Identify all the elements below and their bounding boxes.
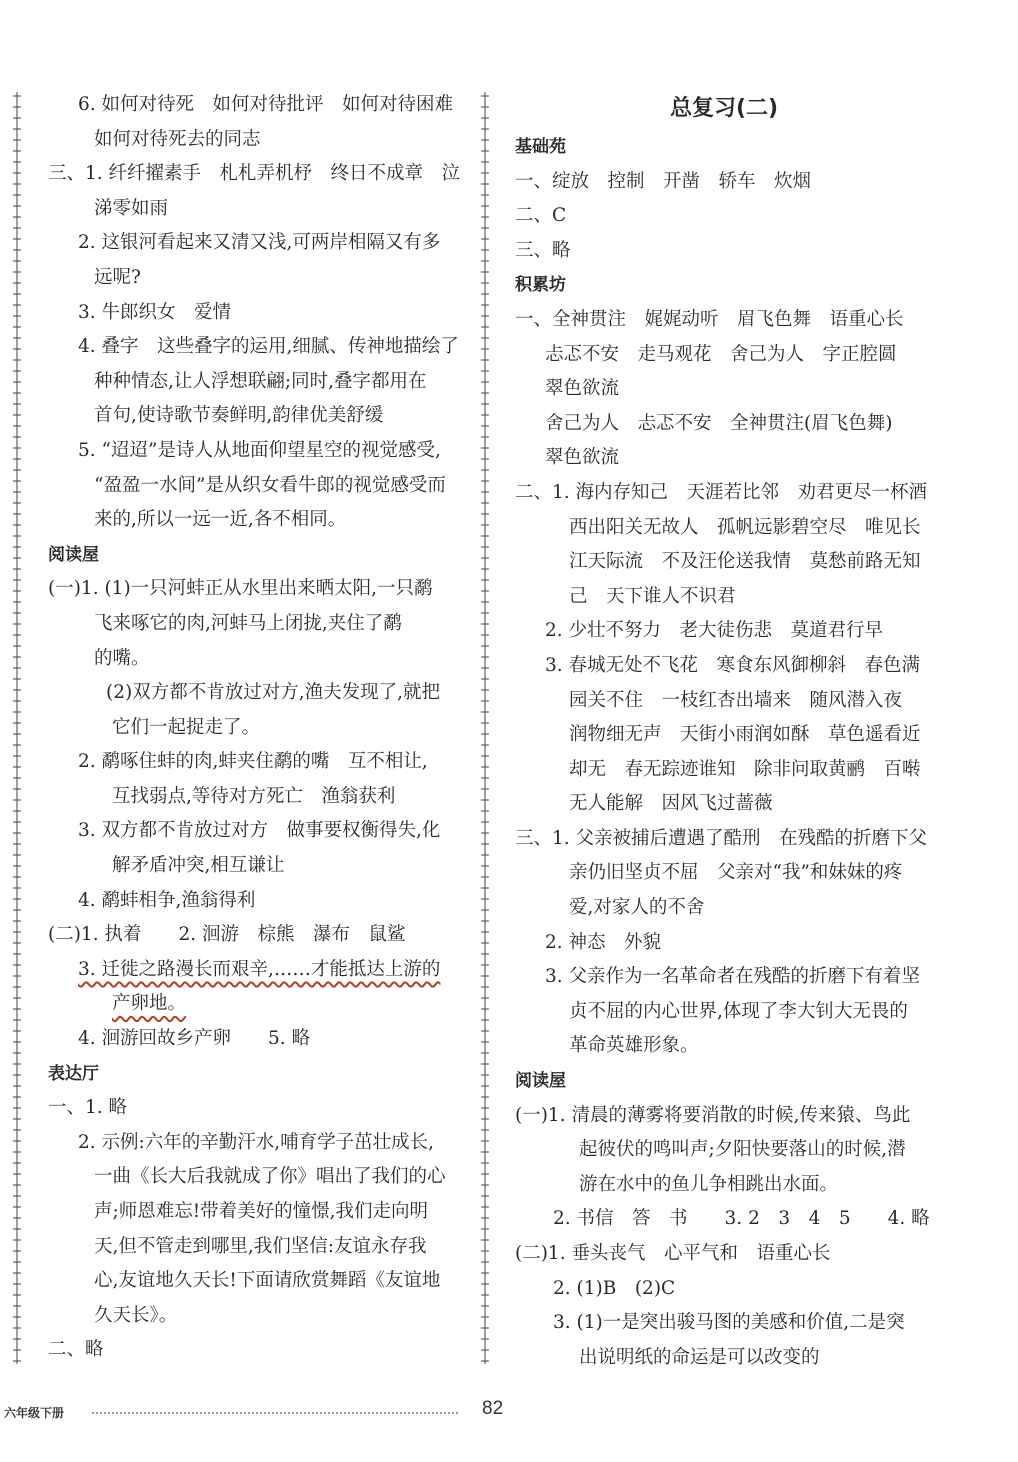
answer-line: 3. 双方都不肯放过对方 做事要权衡得失,化 [78, 820, 441, 842]
answer-line: 解矛盾冲突,相互谦让 [112, 855, 285, 877]
section-heading: 表达厅 [48, 1063, 99, 1084]
left-answer-column [48, 88, 464, 1368]
answer-line: 爱,对家人的不舍 [569, 897, 705, 919]
answer-line: 却无 春无踪迹谁知 除非问取黄鹂 百啭 [569, 758, 921, 780]
answer-line: 三、1. 父亲被捕后遭遇了酷刑 在残酷的折磨下父 [515, 827, 928, 849]
answer-line: 忐忑不安 走马观花 舍己为人 字正腔圆 [545, 343, 897, 365]
answer-line: 6. 如何对待死 如何对待批评 如何对待困难 [78, 94, 454, 115]
answer-line: (一)1. (1)一只河蚌正从水里出来晒太阳,一只鹬 [48, 578, 433, 600]
answer-line: 二、略 [48, 1339, 104, 1361]
answer-line: 飞来啄它的肉,河蚌马上闭拢,夹住了鹬 [94, 612, 402, 634]
answer-line: 2. (1)B (2)C [553, 1277, 676, 1299]
answer-line: 如何对待死去的同志 [94, 128, 261, 150]
answer-line: 2. 这银河看起来又清又浅,可两岸相隔又有多 [78, 232, 441, 254]
answer-line: 3. 迁徙之路漫长而艰辛,……才能抵达上游的 [78, 958, 441, 980]
answer-line: 一、绽放 控制 开凿 轿车 炊烟 [515, 170, 812, 192]
answer-line: 2. 神态 外貌 [545, 931, 662, 953]
answer-line: 革命英雄形象。 [569, 1035, 699, 1057]
answer-line: 西出阳关无故人 孤帆远影碧空尽 唯见长 [569, 516, 921, 538]
answer-line: 产卵地。 [112, 993, 187, 1015]
answer-line: (2)双方都不肯放过对方,渔夫发现了,就把 [106, 682, 440, 704]
answer-line: 一、1. 略 [48, 1097, 128, 1119]
answer-line: 声;师恩难忘!带着美好的憧憬,我们走向明 [94, 1201, 429, 1222]
answer-line: “盈盈一水间”是从织女看牛郎的视觉感受而 [94, 474, 446, 496]
answer-line: 来的,所以一远一近,各不相同。 [94, 509, 347, 531]
answer-line: 己 天下谁人不识君 [569, 585, 736, 607]
section-heading: 阅读屋 [515, 1071, 566, 1092]
answer-line: 天,但不管走到哪里,我们坚信:友谊永存我 [94, 1235, 427, 1257]
answer-line: (二)1. 执着 2. 洄游 棕熊 瀑布 鼠鲨 [48, 924, 406, 946]
answer-line: 心,友谊地久天长!下面请欣赏舞蹈《友谊地 [94, 1270, 441, 1292]
answer-line: 它们一起捉走了。 [112, 716, 261, 738]
answer-line: 互找弱点,等待对方死亡 渔翁获利 [112, 785, 396, 807]
answer-line: (二)1. 垂头丧气 心平气和 语重心长 [515, 1243, 831, 1264]
answer-line: 起彼伏的鸣叫声;夕阳快要落山的时候,潜 [579, 1139, 906, 1161]
footer-dotted-rule [92, 1412, 458, 1414]
answer-line: 远呢? [94, 266, 141, 288]
answer-line: 亲仍旧坚贞不屈 父亲对“我”和妹妹的疼 [569, 862, 903, 884]
answer-line: 贞不屈的内心世界,体现了李大钊大无畏的 [569, 1000, 908, 1022]
answer-line: 5. “迢迢”是诗人从地面仰望星空的视觉感受, [78, 439, 441, 461]
answer-line: 久天长》。 [94, 1304, 178, 1326]
answer-line: 首句,使诗歌节奏鲜明,韵律优美舒缓 [94, 405, 384, 427]
answer-line: 三、略 [515, 239, 571, 261]
center-divider-ruler [478, 92, 492, 1364]
answer-line: 一曲《长大后我就成了你》唱出了我们的心 [94, 1166, 446, 1188]
section-heading: 阅读屋 [48, 544, 99, 565]
grade-label: 六年级下册 [4, 1406, 65, 1420]
answer-line: 的嘴。 [94, 647, 150, 669]
answer-line: 4. 鹬蚌相争,渔翁得利 [78, 889, 256, 911]
answer-line: 2. 少壮不努力 老大徒伤悲 莫道君行早 [545, 620, 884, 642]
answer-line: 无人能解 因风飞过蔷薇 [569, 793, 773, 815]
answer-line: 出说明纸的命运是可以改变的 [579, 1346, 820, 1368]
section-title: 总复习(二) [669, 96, 779, 121]
answer-line: 游在水中的鱼儿争相跳出水面。 [579, 1173, 839, 1195]
answer-line: 翠色欲流 [545, 447, 620, 469]
answer-line: 2. 示例:六年的辛勤汗水,哺育学子茁壮成长, [78, 1131, 435, 1153]
answer-line: 2. 鹬啄住蚌的肉,蚌夹住鹬的嘴 互不相让, [78, 751, 428, 773]
left-margin-ruler [10, 92, 24, 1364]
page-number: 82 [482, 1398, 504, 1419]
answer-line: 二、1. 海内存知己 天涯若比邻 劝君更尽一杯酒 [515, 481, 928, 503]
answer-line: 2. 书信 答 书 3. 2 3 4 5 4. 略 [553, 1208, 930, 1230]
right-answer-column [515, 88, 933, 1375]
answer-line: 舍己为人 忐忑不安 全神贯注(眉飞色舞) [545, 412, 893, 434]
answer-line: 4. 洄游回故乡产卵 5. 略 [78, 1028, 311, 1050]
answer-line: (一)1. 清晨的薄雾将要消散的时候,传来猿、鸟此 [515, 1104, 911, 1126]
answer-line: 江天际流 不及汪伦送我情 莫愁前路无知 [569, 551, 921, 573]
answer-line: 4. 叠字 这些叠字的运用,细腻、传神地描绘了 [78, 336, 459, 358]
answer-line: 3. 春城无处不飞花 寒食东风御柳斜 春色满 [545, 654, 921, 676]
answer-line: 二、C [515, 205, 567, 227]
answer-line: 3. 父亲作为一名革命者在残酷的折磨下有着坚 [545, 966, 921, 988]
section-heading: 积累坊 [515, 275, 566, 296]
answer-line: 涕零如雨 [94, 197, 169, 219]
answer-line: 3. 牛郎织女 爱情 [78, 301, 232, 323]
answer-line: 种种情态,让人浮想联翩;同时,叠字都用在 [94, 370, 427, 392]
answer-line: 三、1. 纤纤擢素手 札札弄机杼 终日不成章 泣 [48, 163, 461, 185]
answer-line: 翠色欲流 [545, 378, 620, 400]
answer-line: 一、全神贯注 娓娓动听 眉飞色舞 语重心长 [515, 308, 904, 330]
answer-line: 润物细无声 天街小雨润如酥 草色遥看近 [569, 724, 921, 746]
answer-line: 3. (1)一是突出骏马图的美感和价值,二是突 [553, 1312, 905, 1334]
answer-line: 园关不住 一枝红杏出墙来 随风潜入夜 [569, 689, 903, 711]
section-heading: 基础苑 [515, 137, 566, 157]
